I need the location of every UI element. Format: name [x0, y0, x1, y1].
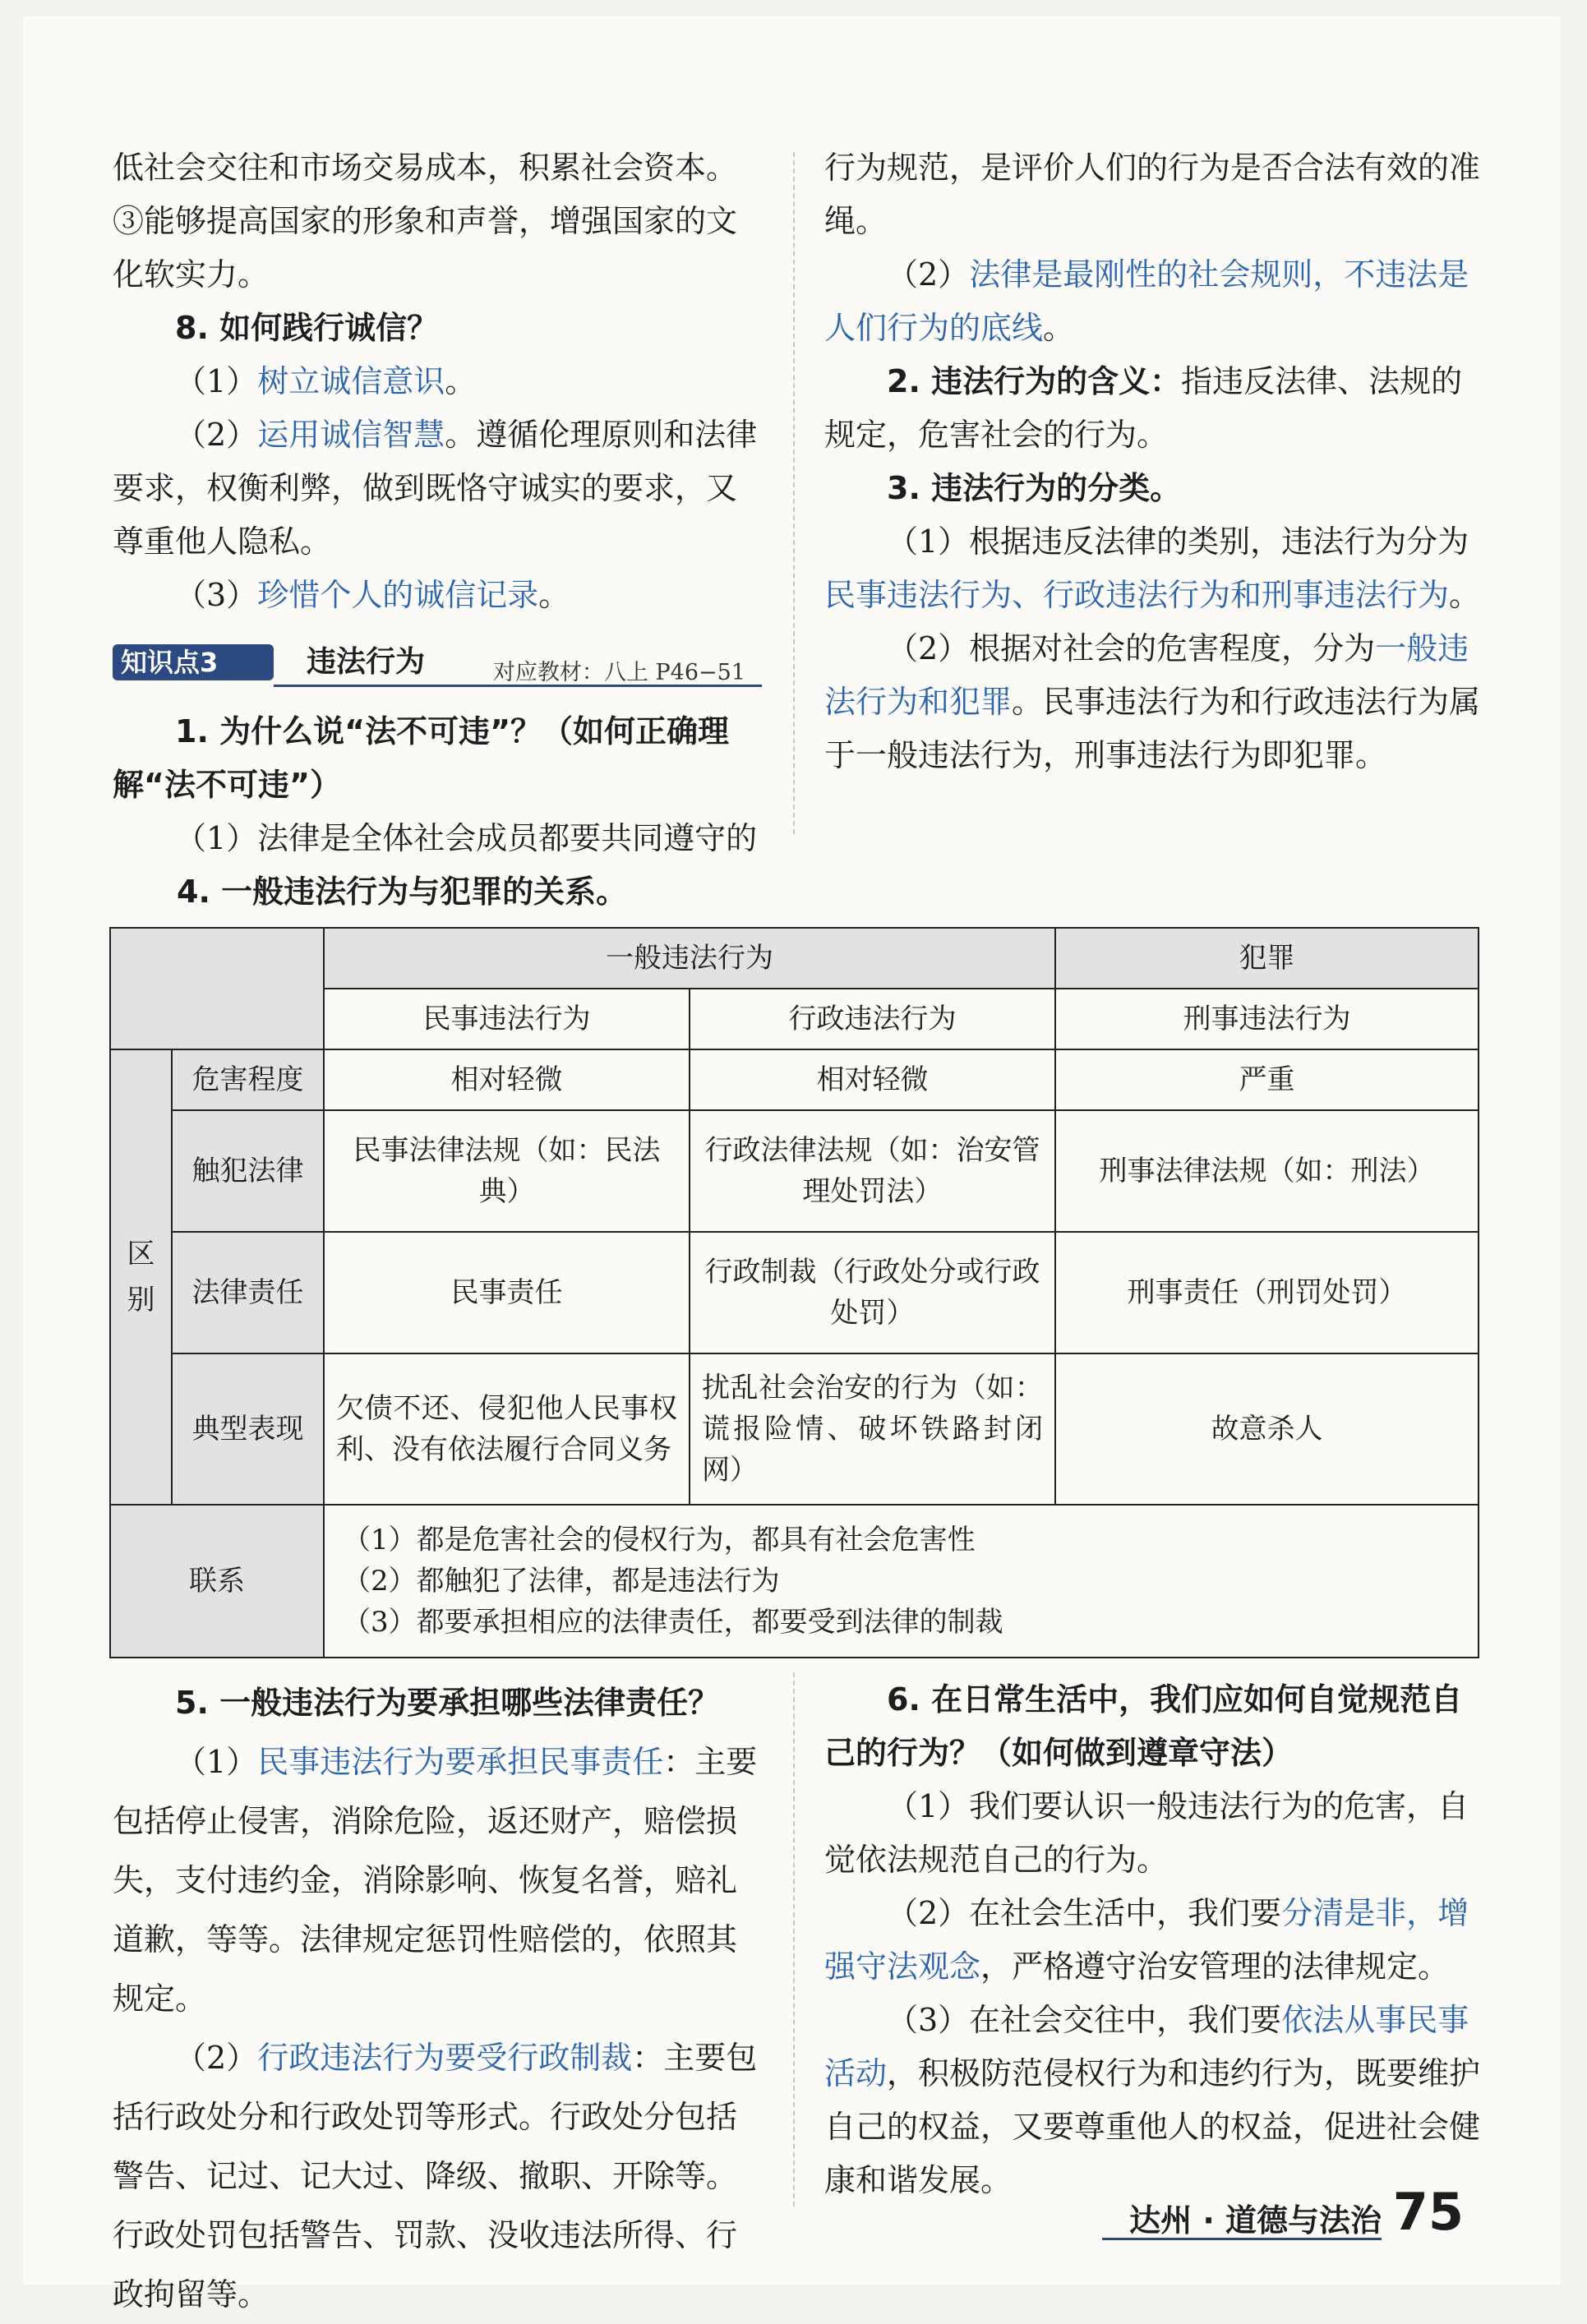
q5-p2-post: ：主要包括行政处分和行政处罚等形式。行政处分包括警告、记过、记大过、降级、撤职、开除等。行政处罚包括警告、罚款、没收违法所得、行政拘留等。: [113, 2040, 758, 2312]
q2: [824, 355, 1482, 462]
q8-p1-post: 。: [445, 363, 477, 399]
q8-p2-post: 。遵循伦理原则和法律要求，权衡利弊，做到既恪守诚实的要求，又尊重他人隐私。: [113, 417, 758, 560]
section-4-title: 4. 一般违法行为与犯罪的关系。: [177, 874, 628, 910]
footer-title: 达州 · 道德与法治: [1129, 2202, 1382, 2239]
cell-admin: 相对轻微: [690, 1049, 1055, 1110]
lianxi-label: 联系: [110, 1505, 324, 1658]
header-general-violation: 一般违法行为: [324, 928, 1055, 989]
q8-p2: [113, 408, 762, 569]
table-header-row: [110, 928, 1479, 989]
knowledge-point-badge: 知识点3: [113, 644, 274, 680]
q6-p2: [824, 1887, 1482, 1994]
subheader-civil: 民事违法行为: [324, 989, 690, 1049]
q1-title: 1. 为什么说“法不可违”？（如何正确理解“法不可违”）: [113, 713, 730, 803]
q3-p2: [824, 622, 1482, 782]
left-column-top: [113, 141, 762, 622]
q5-p2: [113, 2028, 762, 2324]
q5-title: 5. 一般违法行为要承担哪些法律责任？: [175, 1685, 720, 1721]
cell-criminal: 严重: [1055, 1049, 1479, 1110]
q5-p1-highlight: 民事违法行为要承担民事责任: [257, 1744, 664, 1780]
q2-text: 指违反法律、法规的规定，危害社会的行为。: [824, 363, 1463, 453]
footer-underline: [1102, 2238, 1382, 2240]
q5-p2-pre: （2）: [175, 2040, 258, 2076]
q6-p2-highlight: 分清是非，增强守法观念: [824, 1895, 1469, 1985]
cell-civil: 民事责任: [324, 1232, 690, 1353]
lianxi-item: （3）都要承担相应的法律责任，都要受到法律的制裁: [343, 1606, 1003, 1639]
q5-p1-pre: （1）: [175, 1744, 258, 1780]
page-number: 75: [1392, 2182, 1464, 2242]
q8-p2-highlight: 运用诚信智慧: [257, 417, 445, 453]
lianxi-row: [110, 1505, 1479, 1658]
left-column-bottom: [113, 1673, 762, 2324]
q5-p1: [113, 1732, 762, 2028]
q3-p2-highlight: 一般违法行为和犯罪: [824, 630, 1469, 720]
lianxi-item: （1）都是危害社会的侵权行为，都具有社会危害性: [343, 1524, 976, 1556]
cell-admin: 扰乱社会治安的行为（如：谎报险情、破坏铁路封闭网）: [690, 1353, 1055, 1505]
right-column-bottom: [824, 1673, 1482, 2207]
row-label: 触犯法律: [172, 1110, 324, 1232]
q1-p2-highlight: 法律是最刚性的社会规则，不违法是人们行为的底线: [824, 256, 1469, 346]
table-row: [110, 1110, 1479, 1232]
subheader-admin: 行政违法行为: [690, 989, 1055, 1049]
q6-p2-post: ，严格遵守治安管理的法律规定。: [980, 1948, 1450, 1985]
q8-p1-highlight: 树立诚信意识: [257, 363, 445, 399]
q1-p2: [824, 248, 1482, 355]
difference-label: 区别: [110, 1049, 172, 1505]
q8-p2-pre: （2）: [175, 417, 258, 453]
q3-p1: [824, 515, 1482, 622]
q3-p1-highlight: 民事违法行为、行政违法行为和刑事违法行为: [824, 577, 1450, 613]
column-divider-top: [793, 152, 795, 834]
q6-p3: [824, 1994, 1482, 2207]
row-label: 典型表现: [172, 1353, 324, 1505]
header-crime: 犯罪: [1055, 928, 1479, 989]
column-divider-bottom: [793, 1672, 795, 2206]
q6-title: 6. 在日常生活中，我们应如何自觉规范自己的行为？（如何做到遵章守法）: [824, 1681, 1463, 1771]
cell-criminal: 刑事责任（刑罚处罚）: [1055, 1232, 1479, 1353]
textbook-reference: 对应教材：八上 P46−51: [492, 660, 745, 685]
cell-criminal: 故意杀人: [1055, 1353, 1479, 1505]
cell-civil: 相对轻微: [324, 1049, 690, 1110]
q8-p1-pre: （1）: [175, 363, 258, 399]
right-cont-1: 行为规范，是评价人们的行为是否合法有效的准绳。: [824, 150, 1481, 239]
q6-p2-pre: （2）在社会生活中，我们要: [887, 1895, 1282, 1931]
q1-p2-pre: （2）: [887, 256, 970, 293]
header-underline: [274, 685, 762, 687]
cell-civil: 欠债不还、侵犯他人民事权利、没有依法履行合同义务: [324, 1353, 690, 1505]
q3-title: 3. 违法行为的分类。: [887, 470, 1182, 506]
q5-p2-highlight: 行政违法行为要受行政制裁: [257, 2040, 633, 2076]
q6-p1: （1）我们要认识一般违法行为的危害，自觉依法规范自己的行为。: [824, 1788, 1469, 1878]
left-cont-2: ③能够提高国家的形象和声誉，增强国家的文化软实力。: [113, 203, 738, 293]
q8-p3-pre: （3）: [175, 577, 258, 613]
q6-p3-highlight: 依法从事民事活动: [824, 2002, 1469, 2091]
table-row: [110, 1353, 1479, 1505]
table-corner-cell: [110, 928, 324, 1049]
knowledge-point-header: [113, 639, 762, 689]
q1-p2-post: 。: [1043, 310, 1075, 346]
q8-p3-highlight: 珍惜个人的诚信记录: [257, 577, 539, 613]
q1-p1: （1）法律是全体社会成员都要共同遵守的: [175, 820, 758, 856]
q3-p2-post: 。民事违法行为和行政违法行为属于一般违法行为，刑事违法行为即犯罪。: [824, 684, 1481, 773]
q6-p3-post: ，积极防范侵权行为和违约行为，既要维护自己的权益，又要尊重他人的权益，促进社会健康和谐发展。: [824, 2055, 1481, 2198]
q6-p3-pre: （3）在社会交往中，我们要: [887, 2002, 1282, 2038]
q8-p1: [113, 355, 762, 408]
page-footer: [971, 2182, 1464, 2253]
right-column-top: [824, 141, 1482, 782]
table-row: [110, 1232, 1479, 1353]
cell-admin: 行政制裁（行政处分或行政处罚）: [690, 1232, 1055, 1353]
row-label: 法律责任: [172, 1232, 324, 1353]
relationship-table: [109, 927, 1479, 1658]
cell-civil: 民事法律法规（如：民法典）: [324, 1110, 690, 1232]
q5-p1-post: ：主要包括停止侵害，消除危险，返还财产，赔偿损失，支付违约金，消除影响、恢复名誉，赔礼道歉，等等。法律规定惩罚性赔偿的，依照其规定。: [113, 1744, 758, 2017]
q8-p3-post: 。: [538, 577, 570, 613]
q2-title: 2. 违法行为的含义：: [887, 363, 1182, 399]
q8-p3: [113, 569, 762, 622]
q3-p1-pre: （1）根据违反法律的类别，违法行为分为: [887, 523, 1469, 560]
cell-criminal: 刑事法律法规（如：刑法）: [1055, 1110, 1479, 1232]
lianxi-content: [324, 1505, 1479, 1658]
row-label: 危害程度: [172, 1049, 324, 1110]
q3-p1-post: 。: [1449, 577, 1481, 613]
subheader-criminal: 刑事违法行为: [1055, 989, 1479, 1049]
left-column-q1: [113, 705, 762, 865]
q8-title: 8. 如何践行诚信？: [175, 310, 439, 346]
cell-admin: 行政法律法规（如：治安管理处罚法）: [690, 1110, 1055, 1232]
lianxi-item: （2）都触犯了法律，都是违法行为: [343, 1565, 780, 1598]
table-row: [110, 1049, 1479, 1110]
q3-p2-pre: （2）根据对社会的危害程度，分为: [887, 630, 1376, 666]
knowledge-point-title: 违法行为: [307, 645, 426, 679]
left-cont-1: 低社会交往和市场交易成本，积累社会资本。: [113, 150, 738, 186]
